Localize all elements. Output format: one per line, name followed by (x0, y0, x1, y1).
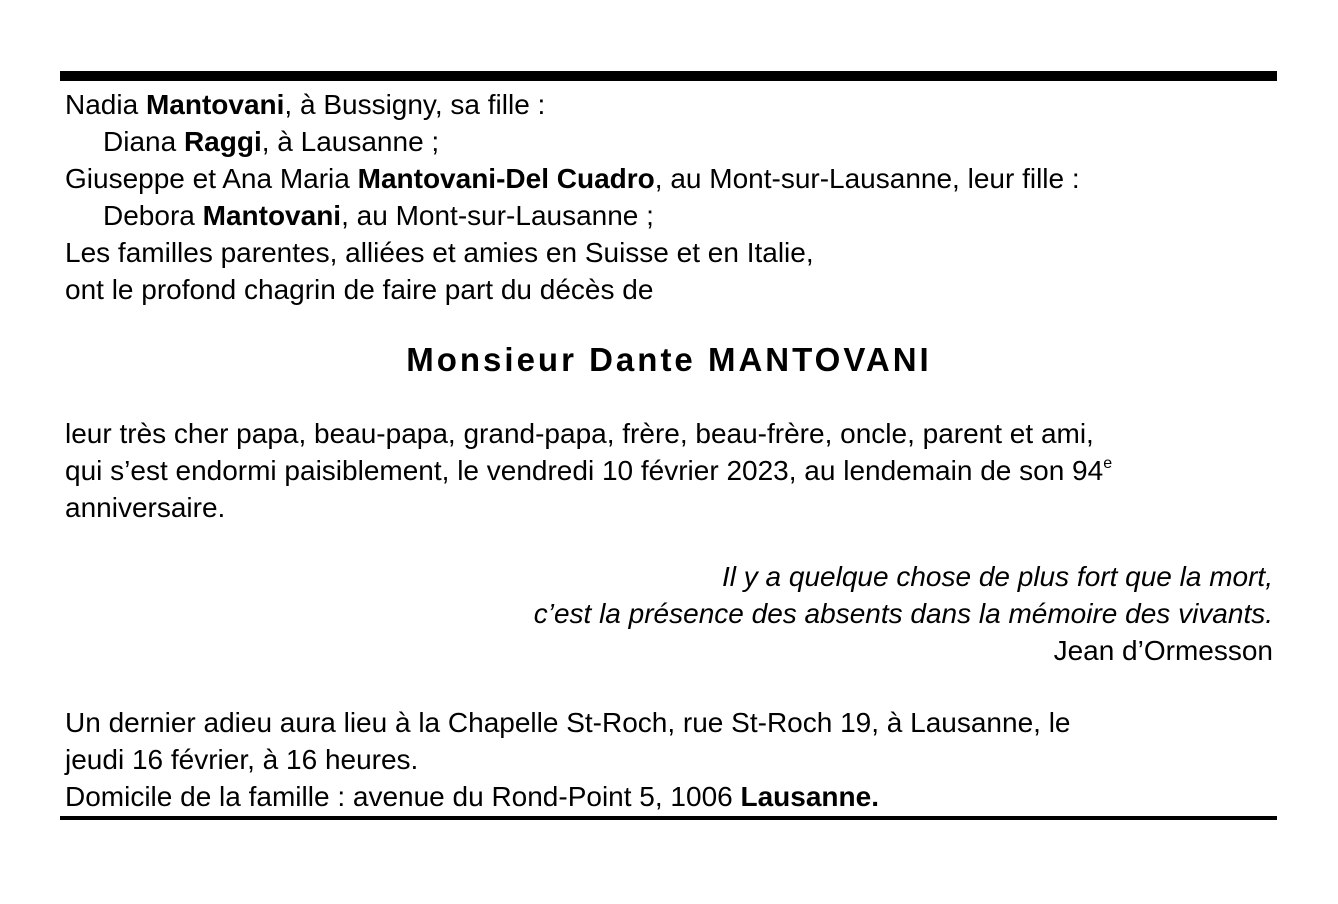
quote-author: Jean d’Ormesson (1053, 635, 1273, 666)
ordinal-superscript: e (1103, 455, 1113, 472)
bottom-divider (60, 816, 1277, 820)
ceremony-line-2: jeudi 16 février, à 16 heures. (65, 744, 419, 775)
surname: Mantovani (145, 89, 285, 120)
family-line-diana: Diana Raggi, à Lausanne ; (103, 126, 440, 157)
surname: Mantovani-Del Cuadro (357, 163, 655, 194)
quote-line-1: Il y a quelque chose de plus fort que la mort, (722, 561, 1273, 592)
ceremony-line-1: Un dernier adieu aura lieu à la Chapelle St-Roch, rue St-Roch 19, à Lausanne, le (65, 707, 1071, 738)
description-line-2: qui s’est endormi paisiblement, le vendredi 10 février 2023, au lendemain de son 94e (65, 455, 1113, 486)
deceased-name-title: Monsieur Dante MANTOVANI (406, 341, 932, 378)
surname: Mantovani (202, 200, 342, 231)
surname: Raggi (183, 126, 262, 157)
city-name: Lausanne. (740, 781, 879, 812)
top-divider (60, 71, 1277, 81)
family-address: Domicile de la famille : avenue du Rond-Point 5, 1006 Lausanne. (65, 781, 879, 812)
description-line-1: leur très cher papa, beau-papa, grand-papa, frère, beau-frère, oncle, parent et ami, (65, 418, 1094, 449)
family-line-giuseppe: Giuseppe et Ana Maria Mantovani-Del Cuadro, au Mont-sur-Lausanne, leur fille : (65, 163, 1080, 194)
announcement-line: ont le profond chagrin de faire part du décès de (65, 274, 654, 305)
description-line-3: anniversaire. (65, 492, 226, 523)
family-line-relatives: Les familles parentes, alliées et amies en Suisse et en Italie, (65, 237, 814, 268)
quote-line-2: c’est la présence des absents dans la mémoire des vivants. (533, 598, 1273, 629)
family-line-nadia: Nadia Mantovani, à Bussigny, sa fille : (65, 89, 546, 120)
family-line-debora: Debora Mantovani, au Mont-sur-Lausanne ; (103, 200, 654, 231)
